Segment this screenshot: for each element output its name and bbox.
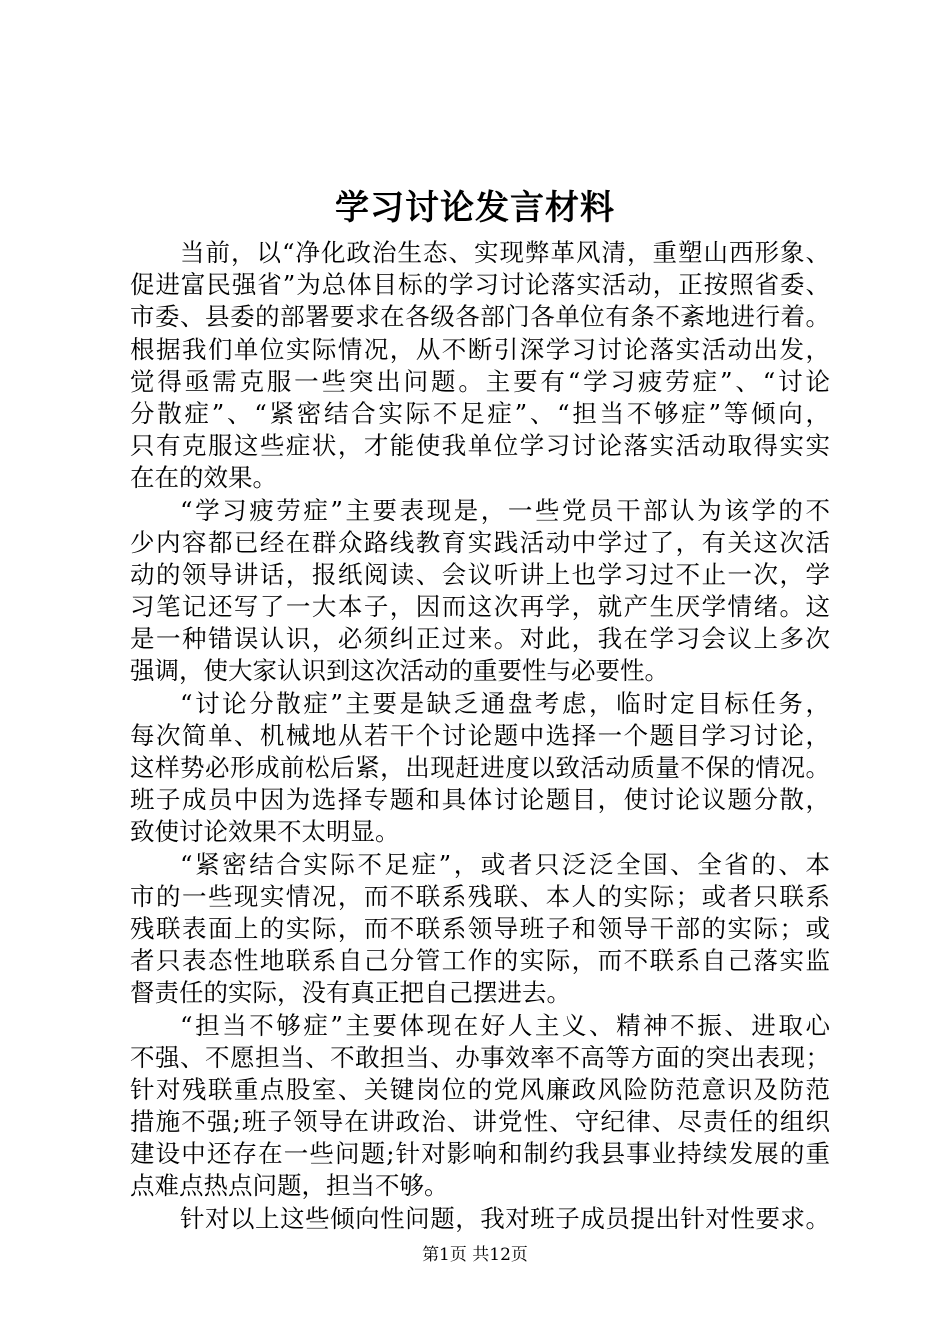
text-line: 当前，以“净化政治生态、实现弊革风清，重塑山西形象、 [180,238,830,267]
text-line: 者只表态性地联系自己分管工作的实际，而不联系自己落实监 [130,946,830,976]
text-line: “紧密结合实际不足症”，或者只泛泛全国、全省的、本 [180,849,830,879]
text-line: 督责任的实际，没有真正把自己摆进去。 [130,978,571,1008]
text-line: 残联表面上的实际，而不联系领导班子和领导干部的实际；或 [130,913,830,943]
page-footer: 第1页 共12页 [422,1245,528,1265]
text-line: 少内容都已经在群众路线教育实践活动中学过了，有关这次活 [130,527,830,557]
document-body [130,237,830,1235]
text-line: 点难点热点问题，担当不够。 [130,1171,449,1201]
text-line: 建设中还存在一些问题;针对影响和制约我县事业持续发展的重 [130,1139,830,1169]
text-line: 强调，使大家认识到这次活动的重要性与必要性。 [130,656,669,686]
text-line: 在在的效果。 [130,463,277,493]
text-line: 促进富民强省”为总体目标的学习讨论落实活动，正按照省委、 [130,270,830,300]
text-line: 只有克服这些症状，才能使我单位学习讨论落实活动取得实实 [130,431,830,461]
text-line: 是一种错误认识，必须纠正过来。对此，我在学习会议上多次 [130,624,830,654]
text-line: 班子成员中因为选择专题和具体讨论题目，使讨论议题分散， [130,785,830,815]
text-line: 每次简单、机械地从若干个讨论题中选择一个题目学习讨论， [130,720,830,750]
text-line: 习笔记还写了一大本子，因而这次再学，就产生厌学情绪。这 [130,592,830,622]
text-line: 市的一些现实情况，而不联系残联、本人的实际；或者只联系 [130,881,830,911]
text-line: 针对残联重点股室、关键岗位的党风廉政风险防范意识及防范 [130,1074,830,1104]
text-line: 根据我们单位实际情况，从不断引深学习讨论落实活动出发， [130,334,830,364]
text-line: 针对以上这些倾向性问题，我对班子成员提出针对性要求。 [180,1203,830,1233]
text-line: “担当不够症”主要体现在好人主义、精神不振、进取心 [180,1010,830,1040]
text-line: 这样势必形成前松后紧，出现赶进度以致活动质量不保的情况。 [130,753,830,782]
text-line: 动的领导讲话，报纸阅读、会议听讲上也学习过不止一次，学 [130,559,830,589]
text-line: 分散症”、“紧密结合实际不足症”、“担当不够症”等倾向， [130,398,830,428]
text-line: 市委、县委的部署要求在各级各部门各单位有条不紊地进行着。 [130,302,830,332]
text-line: 觉得亟需克服一些突出问题。主要有“学习疲劳症”、“讨论 [130,366,830,396]
document-title: 学习讨论发言材料 [335,188,615,228]
text-line: “讨论分散症”主要是缺乏通盘考虑，临时定目标任务， [180,688,830,718]
text-line: 致使讨论效果不太明显。 [130,817,400,847]
text-line: 措施不强;班子领导在讲政治、讲党性、守纪律、尽责任的组织 [130,1107,830,1137]
text-line: “学习疲劳症”主要表现是，一些党员干部认为该学的不 [180,495,830,525]
text-line: 不强、不愿担当、不敢担当、办事效率不高等方面的突出表现； [130,1042,830,1072]
